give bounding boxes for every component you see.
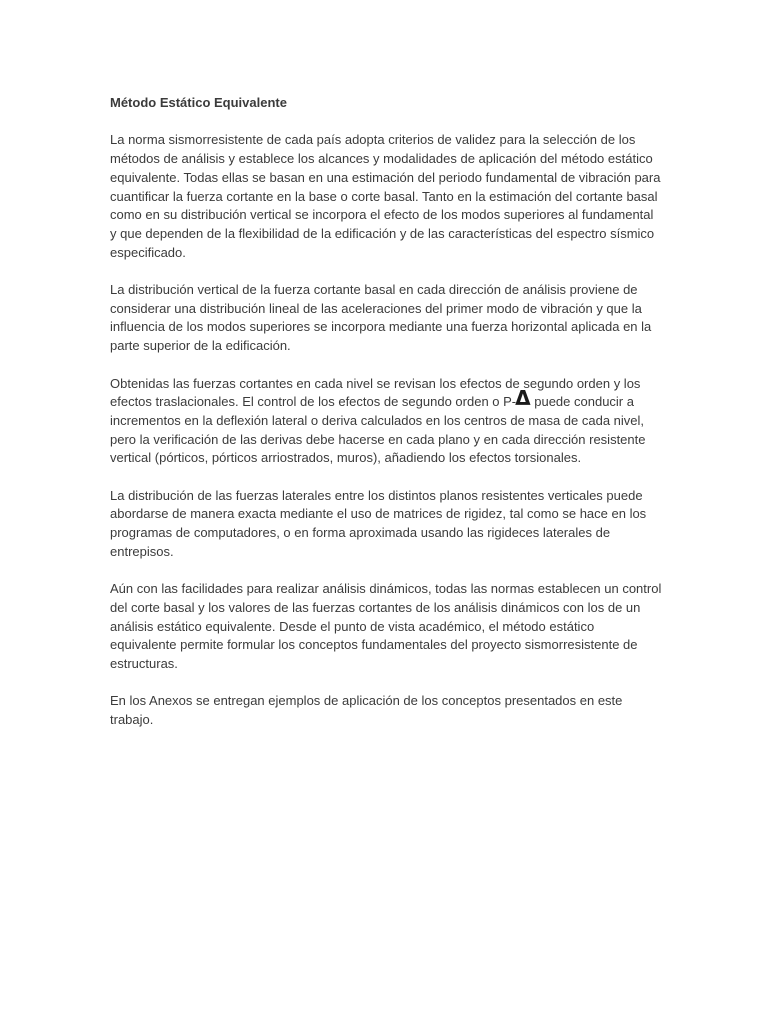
- paragraph-5: Aún con las facilidades para realizar análisis dinámicos, todas las normas establecen un control del corte basal y los valores de las fuerzas cortantes de los análisis dinámicos con los de un análisis estático equivalente. Desde el punto de vista académico, el método estático equivalente permite formular los conceptos fundamentales del proyecto sismorresistente de estructuras.: [110, 581, 662, 672]
- paragraph-1: La norma sismorresistente de cada país adopta criterios de validez para la selección de los métodos de análisis y establece los alcances y modalidades de aplicación del método estático equivalente. Todas ellas se basan en una estimación del periodo fundamental de vibración para cuantificar la fuerza cortante en la base o corte basal. Tanto en la estimación del cortante basal como en su distribución vertical se incorpora el efecto de los modos superiores al fundamental y que dependen de la flexibilidad de la edificación y de las características del espectro sísmico especificado.: [110, 132, 661, 260]
- document-body: [110, 94, 662, 749]
- paragraph-3-text-after: puede conducir a incrementos en la deflexión lateral o deriva calculados en los centros de masa de cada nivel, pero la verificación de las derivas debe hacerse en cada plano y en cada dirección resistente vertical (pórticos, pórticos arriostrados, muros), añadiendo los efectos torsionales.: [110, 394, 646, 466]
- document-title: Método Estático Equivalente: [110, 95, 287, 110]
- paragraph-3-text-before: Obtenidas las fuerzas cortantes en cada nivel se revisan los efectos de segundo orden y los efectos traslacionales. El control de los efectos de segundo orden o P-: [110, 375, 641, 410]
- paragraph-6: En los Anexos se entregan ejemplos de aplicación de los conceptos presentados en este trabajo.: [110, 693, 623, 728]
- paragraph-4: La distribución de las fuerzas laterales entre los distintos planos resistentes verticales puede abordarse de manera exacta mediante el uso de matrices de rigidez, tal como se hace en los programas de computadores, o en forma aproximada usando las rigideces laterales de entrepisos.: [110, 487, 647, 559]
- paragraph-2: La distribución vertical de la fuerza cortante basal en cada dirección de análisis proviene de considerar una distribución lineal de las aceleraciones del primer modo de vibración y que la influencia de los modos superiores se incorpora mediante una fuerza horizontal aplicada en la parte superior de la edificación.: [110, 282, 652, 354]
- paragraph-3: [110, 375, 662, 469]
- delta-symbol: Δ: [515, 386, 531, 411]
